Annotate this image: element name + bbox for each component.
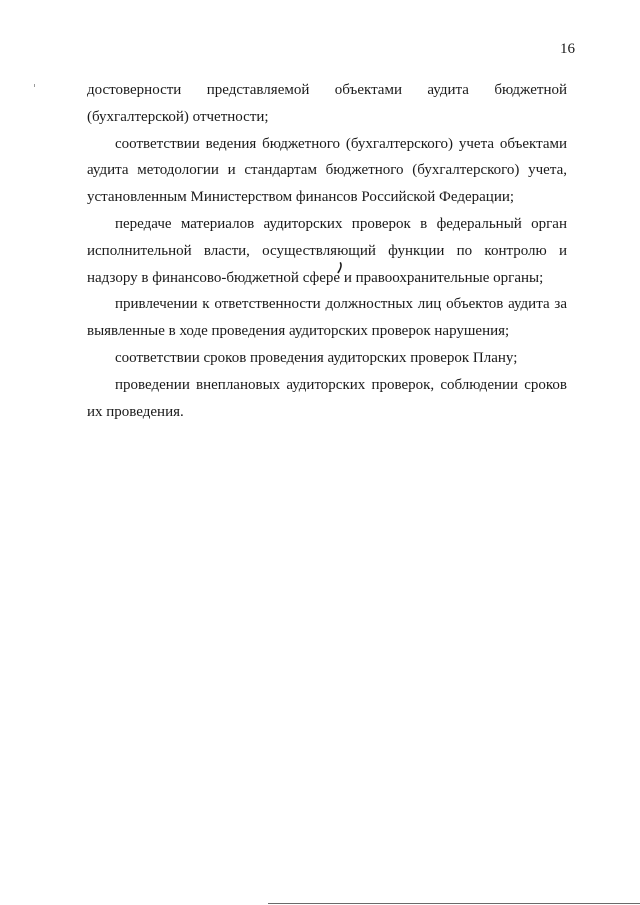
paragraph-plan-deadlines: соответствии сроков проведения аудиторских проверок Плану; — [115, 349, 518, 366]
paragraph-reliability: достоверности представляемой объектами аудита бюджетной (бухгалтерской) отчетности; — [87, 82, 567, 125]
document-body — [87, 77, 567, 425]
page-number: 16 — [560, 41, 575, 57]
scan-bottom-edge — [268, 903, 640, 904]
paragraph-officials-liability: привлечении к ответственности должностных лиц объектов аудита за выявленные в ходе проведения аудиторских проверок нарушения; — [87, 296, 567, 340]
paragraph-materials-transfer: передаче материалов аудиторских проверок в федеральный орган исполнительной власти, осуществляющий функции по контролю и надзору в финансово-бюджетной сфере и правоохранительные органы; — [87, 215, 567, 286]
paragraph-accounting-compliance: соответствии ведения бюджетного (бухгалтерского) учета объектами аудита методологии и стандартам бюджетного (бухгалтерского) учета, установленным Министерством финансов Российской Федерации; — [87, 135, 567, 206]
scan-speck — [34, 84, 35, 87]
paragraph-unscheduled-audits: проведении внеплановых аудиторских проверок, соблюдении сроков их проведения. — [87, 376, 567, 420]
